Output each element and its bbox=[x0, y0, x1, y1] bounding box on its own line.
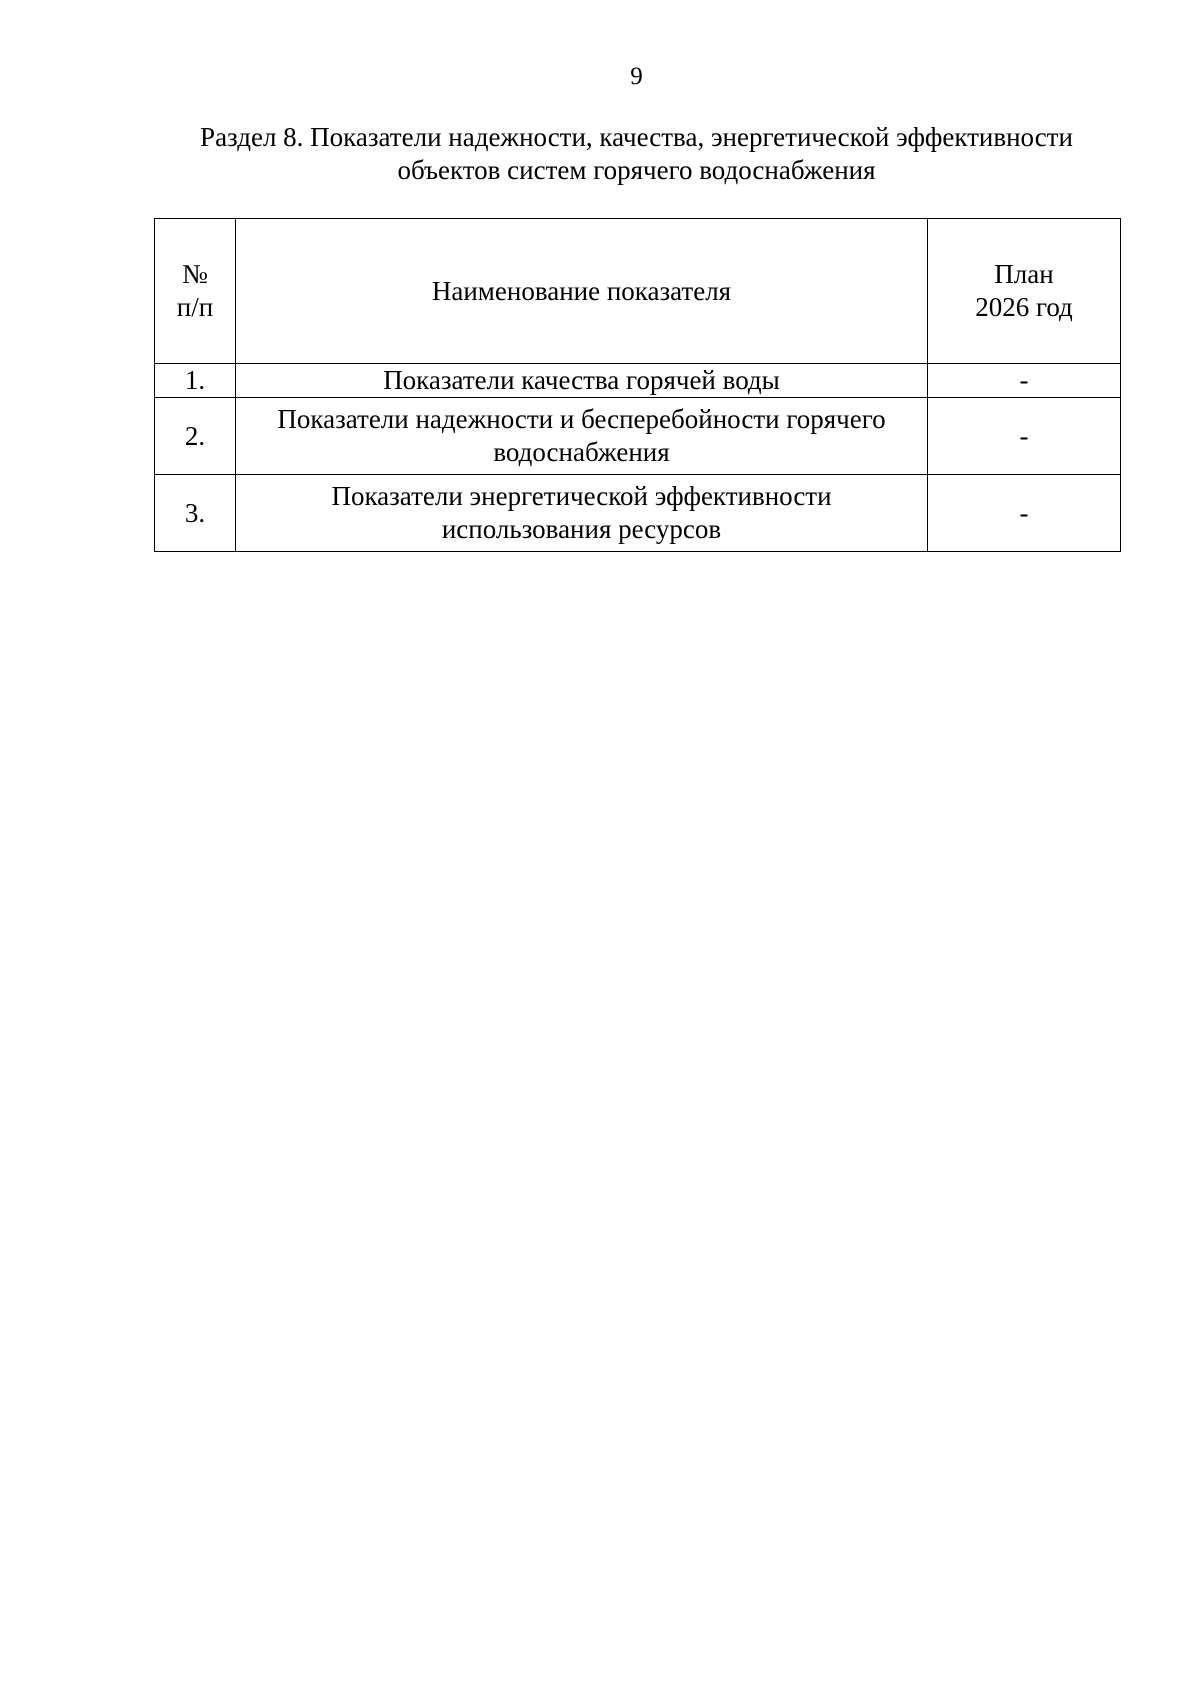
row-name bbox=[236, 364, 928, 398]
table-row bbox=[155, 475, 1121, 552]
header-plan-line-1: План bbox=[994, 259, 1054, 289]
indicators-table bbox=[154, 218, 1121, 552]
row-name-line: Показатели надежности и бесперебойности горячего bbox=[277, 404, 886, 434]
row-name-line: водоснабжения bbox=[493, 437, 670, 467]
section-title-line-2: объектов систем горячего водоснабжения bbox=[397, 155, 876, 185]
page-number: 9 bbox=[630, 63, 643, 90]
row-name-line: Показатели качества горячей воды bbox=[383, 365, 780, 395]
row-number: 1. bbox=[155, 364, 236, 398]
row-number: 2. bbox=[155, 398, 236, 475]
table-row bbox=[155, 364, 1121, 398]
row-name bbox=[236, 398, 928, 475]
row-plan: - bbox=[928, 475, 1121, 552]
row-plan: - bbox=[928, 364, 1121, 398]
row-name-line: использования ресурсов bbox=[441, 514, 722, 544]
header-number-line-1: № bbox=[182, 259, 208, 289]
row-number: 3. bbox=[155, 475, 236, 552]
header-name: Наименование показателя bbox=[236, 219, 928, 364]
header-number-line-2: п/п bbox=[176, 292, 214, 322]
table-header-row bbox=[155, 219, 1121, 364]
table-row bbox=[155, 398, 1121, 475]
row-name-line: Показатели энергетической эффективности bbox=[331, 481, 832, 511]
header-number bbox=[155, 219, 236, 364]
section-title bbox=[120, 121, 1153, 187]
header-plan-line-2: 2026 год bbox=[975, 292, 1073, 322]
row-name bbox=[236, 475, 928, 552]
header-plan bbox=[928, 219, 1121, 364]
row-plan: - bbox=[928, 398, 1121, 475]
section-title-line-1: Раздел 8. Показатели надежности, качества, энергетической эффективности bbox=[200, 122, 1073, 152]
